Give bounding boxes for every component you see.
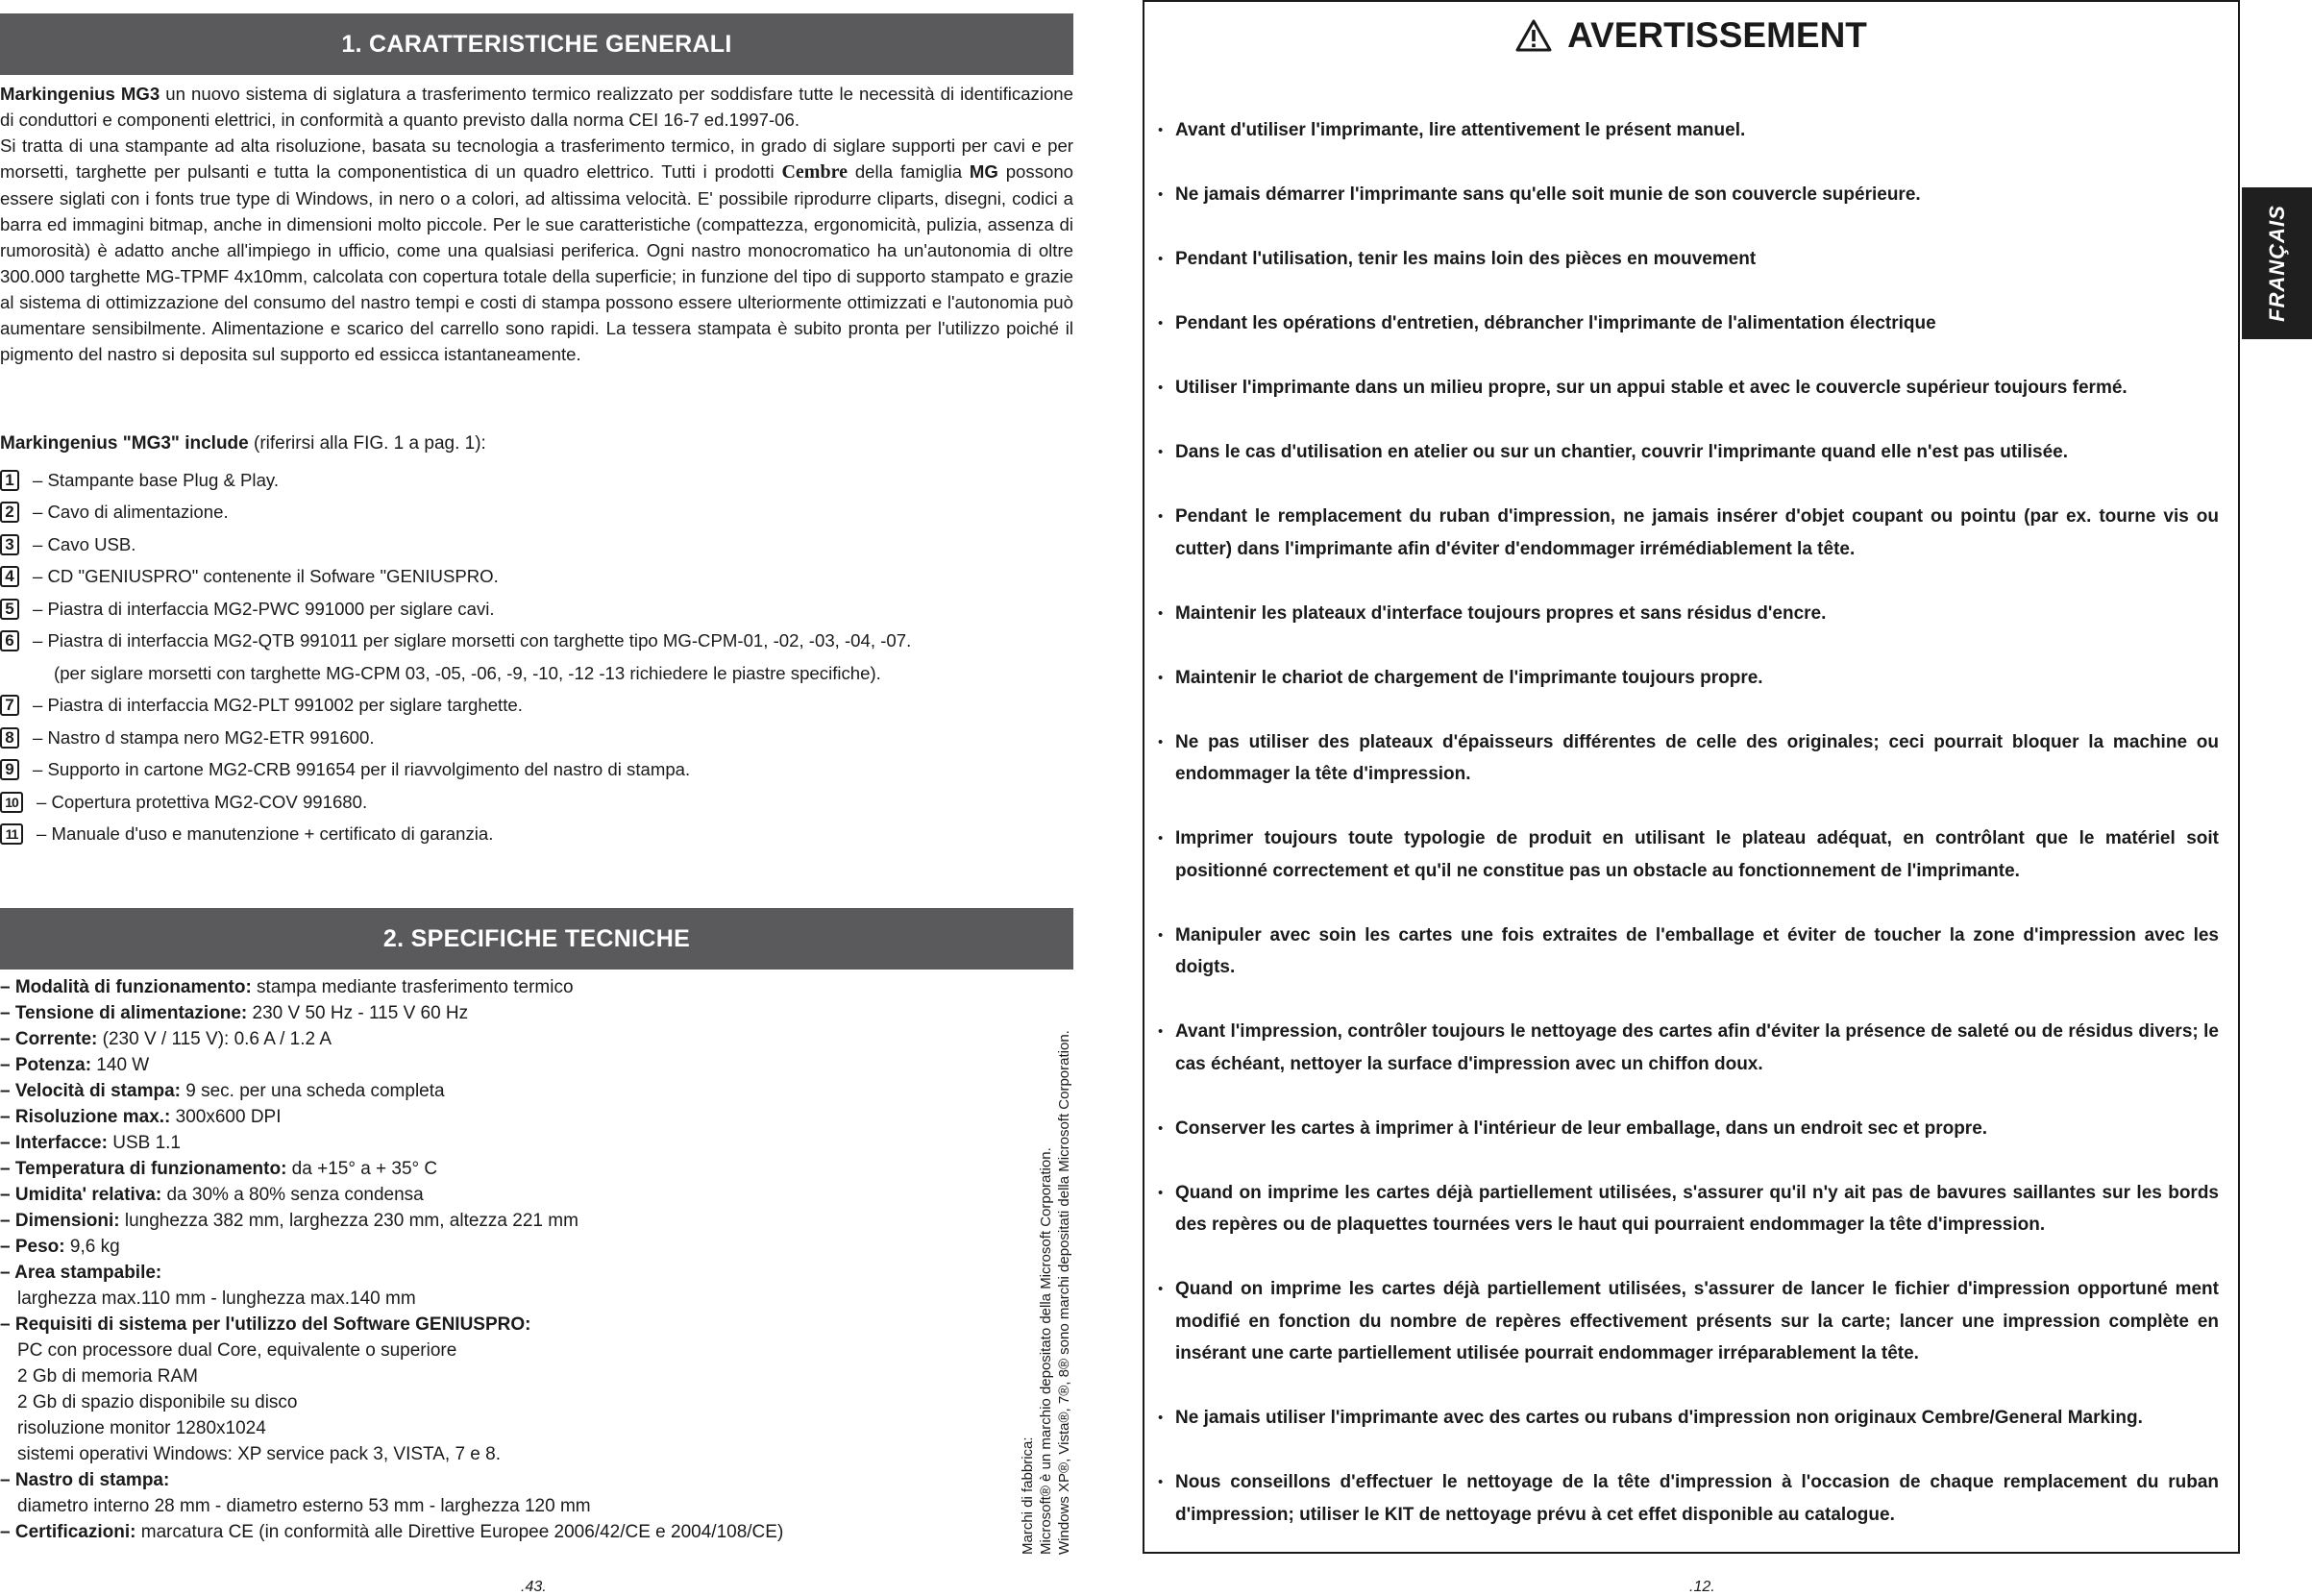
include-list xyxy=(0,464,1073,850)
spec-value: risoluzione monitor 1280x1024 xyxy=(17,1418,266,1438)
include-item xyxy=(0,754,1073,787)
spec-value: sistemi operativi Windows: XP service pack 3, VISTA, 7 e 8. xyxy=(17,1444,501,1464)
include-title-bold: Markingenius "MG3" include xyxy=(0,433,249,454)
include-title xyxy=(0,433,486,454)
item-number-badge: 10 xyxy=(0,792,23,813)
intro-mg: MG xyxy=(969,161,998,182)
include-item xyxy=(0,561,1073,594)
warning-title xyxy=(1144,15,2238,56)
spec-value: 300x600 DPI xyxy=(170,1107,282,1127)
spec-label: – Risoluzione max.: xyxy=(0,1107,171,1127)
spec-item xyxy=(0,1208,1019,1234)
warning-item: • Pendant l'utilisation, tenir les mains loin des pièces en mouvement xyxy=(1158,243,2219,276)
spec-item xyxy=(0,1052,1019,1078)
language-side-tab xyxy=(2242,187,2312,339)
include-item-text: – Stampante base Plug & Play. xyxy=(33,469,279,490)
cembre-logo-text: Cembre xyxy=(781,161,848,183)
spec-label: – Umidita' relativa: xyxy=(0,1185,162,1205)
item-number-badge: 4 xyxy=(0,566,19,587)
spec-item xyxy=(0,1389,1019,1415)
spec-item xyxy=(0,1156,1019,1182)
spec-item xyxy=(0,1026,1019,1052)
include-item-text: – Piastra di interfaccia MG2-PWC 991000 per siglare cavi. xyxy=(33,598,495,619)
warning-item: • Quand on imprime les cartes déjà partiellement utilisées, s'assurer qu'il n'y ait pas de bavures saillantes sur les bords des repères ou de plaquettes tournées vers le haut qui pourraient endommager la tête d'impression. xyxy=(1158,1177,2219,1241)
warning-item: • Nous conseillons d'effectuer le nettoyage de la tête d'impression à l'occasion de chaque remplacement du ruban d'impression; utiliser le KIT de nettoyage prévu à cet effet disponible au catalogue. xyxy=(1158,1466,2219,1531)
include-item xyxy=(0,819,1073,851)
warning-item: • Maintenir les plateaux d'interface toujours propres et sans résidus d'encre. xyxy=(1158,598,2219,630)
include-item xyxy=(0,528,1073,561)
warning-box xyxy=(1143,0,2240,1554)
spec-item xyxy=(0,1286,1019,1312)
spec-label: – Potenza: xyxy=(0,1055,92,1075)
include-item xyxy=(0,626,1073,658)
warning-item: • Avant d'utiliser l'imprimante, lire attentivement le présent manuel. xyxy=(1158,114,2219,147)
item-number-badge: 11 xyxy=(0,823,23,845)
spec-value: lunghezza 382 mm, larghezza 230 mm, altezza 221 mm xyxy=(119,1211,578,1231)
page-number-right: .12. xyxy=(1689,1579,1715,1595)
warning-item: • Utiliser l'imprimante dans un milieu propre, sur un appui stable et avec le couvercle supérieur toujours fermé. xyxy=(1158,372,2219,405)
spec-label: – Tensione di alimentazione: xyxy=(0,1003,248,1023)
spec-value: 9,6 kg xyxy=(64,1237,120,1257)
spec-label: – Area stampabile: xyxy=(0,1263,162,1283)
spec-item xyxy=(0,1467,1019,1493)
section1-header: 1. CARATTERISTICHE GENERALI xyxy=(0,13,1073,75)
item-number-badge: 9 xyxy=(0,759,19,780)
spec-value: da +15° a + 35° C xyxy=(286,1159,438,1179)
intro-text-2c: possono essere siglati con i fonts true type di Windows, in nero o a colori, ad altissima velocità. E' possibile riprodurre cliparts, disegni, codici a barra ed immagini bitmap, anche in dimensioni molto piccole. Per le sue caratteristiche (compattezza, ergonomicità, pulizia, assenza di rumorosità) è adatto anche all'impiego in ufficio, come una qualsiasi periferica. Ogni nastro monocromatico ha un'autonomia di oltre 300.000 targhette MG-TPMF 4x10mm, calcolata con copertura totale della superficie; in funzione del tipo di supporto stampato e grazie al sistema di ottimizzazione del consumo del nastro tempi e costi di stampa possono essere ulteriormente ottimizzati e l'autonomia può aumentare sensibilmente. Alimentazione e scarico del carrello sono rapidi. La tessera stampata è subito pronta per l'utilizzo poiché il pigmento del nastro si deposita sul supporto ed essicca istantaneamente. xyxy=(0,161,1074,364)
warning-item: • Ne jamais démarrer l'imprimante sans qu'elle soit munie de son couvercle supérieure. xyxy=(1158,179,2219,211)
spec-label: – Corrente: xyxy=(0,1029,98,1049)
spec-value: 2 Gb di memoria RAM xyxy=(17,1366,198,1387)
page-number-left: .43. xyxy=(521,1579,547,1595)
language-side-tab-label: FRANÇAIS xyxy=(2264,205,2289,322)
trademark-note xyxy=(1019,978,1073,1555)
spec-label: – Certificazioni: xyxy=(0,1522,136,1542)
spec-label: – Nastro di stampa: xyxy=(0,1470,170,1490)
include-item-text: – Cavo di alimentazione. xyxy=(33,502,229,523)
trademark-line: Microsoft® è un marchio depositato della Microsoft Corporation. xyxy=(1038,1147,1054,1555)
spec-item xyxy=(0,1182,1019,1208)
include-item xyxy=(0,657,1073,690)
include-item xyxy=(0,786,1073,819)
warning-item: • Ne pas utiliser des plateaux d'épaisseurs différentes de celle des originales; ceci pourrait bloquer la machine ou endommager la tête d'impression. xyxy=(1158,726,2219,791)
include-item-text: – Cavo USB. xyxy=(33,533,136,554)
spec-item xyxy=(0,1234,1019,1260)
item-number-badge: 7 xyxy=(0,695,19,716)
spec-value: stampa mediante trasferimento termico xyxy=(251,977,574,997)
spec-value: marcatura CE (in conformità alle Direttive Europee 2006/42/CE e 2004/108/CE) xyxy=(135,1522,784,1542)
spec-value: 140 W xyxy=(91,1055,150,1075)
spec-item xyxy=(0,1519,1019,1545)
warning-item: • Pendant les opérations d'entretien, débrancher l'imprimante de l'alimentation électrique xyxy=(1158,307,2219,340)
spec-item xyxy=(0,1441,1019,1467)
warning-item: • Maintenir le chariot de chargement de l'imprimante toujours propre. xyxy=(1158,662,2219,695)
include-item xyxy=(0,593,1073,626)
spec-label: – Velocità di stampa: xyxy=(0,1081,181,1101)
spec-item xyxy=(0,1312,1019,1338)
include-item xyxy=(0,464,1073,497)
warning-list xyxy=(1158,114,2219,1563)
intro-text-2a: Si tratta di una stampante ad alta risoluzione, basata su tecnologia a trasferimento termico, in grado di siglare supporti per cavi e per morsetti, targhette per pulsanti e tutta la componentistica di un quadro elettrico. Tutti i prodotti xyxy=(0,135,1073,182)
spec-item xyxy=(0,1363,1019,1389)
intro-text-2b: della famiglia xyxy=(847,161,970,182)
spec-value: larghezza max.110 mm - lunghezza max.140 mm xyxy=(17,1289,416,1309)
spec-value: (230 V / 115 V): 0.6 A / 1.2 A xyxy=(97,1029,332,1049)
warning-item: • Imprimer toujours toute typologie de produit en utilisant le plateau adéquat, en contrôlant que le matériel soit positionné correctement et qu'il ne constitue pas un obstacle au fonctionnement de l'imprimante. xyxy=(1158,823,2219,887)
include-item xyxy=(0,690,1073,723)
spec-value: 2 Gb di spazio disponibile su disco xyxy=(17,1392,298,1412)
warning-item: • Ne jamais utiliser l'imprimante avec des cartes ou rubans d'impression non originaux Cembre/General Marking. xyxy=(1158,1402,2219,1435)
spec-label: – Peso: xyxy=(0,1237,65,1257)
spec-label: – Requisiti di sistema per l'utilizzo del Software GENIUSPRO: xyxy=(0,1314,531,1335)
spec-value: 9 sec. per una scheda completa xyxy=(180,1081,445,1101)
include-title-rest: (riferirsi alla FIG. 1 a pag. 1): xyxy=(248,433,486,454)
warning-item: • Avant l'impression, contrôler toujours le nettoyage des cartes afin d'éviter la présence de saleté ou de résidus divers; le cas échéant, nettoyer la surface d'impression avec un chiffon doux. xyxy=(1158,1016,2219,1080)
warning-item: • Dans le cas d'utilisation en atelier ou sur un chantier, couvrir l'imprimante quand elle n'est pas utilisée. xyxy=(1158,436,2219,469)
spec-item xyxy=(0,1415,1019,1441)
spec-item xyxy=(0,1493,1019,1519)
intro-brand: Markingenius MG3 xyxy=(0,84,160,104)
intro-paragraph xyxy=(0,81,1073,367)
left-page xyxy=(0,0,1153,1595)
item-number-badge: 3 xyxy=(0,534,19,555)
include-item-text: – Manuale d'uso e manutenzione + certificato di garanzia. xyxy=(37,823,494,845)
warning-item: • Pendant le remplacement du ruban d'impression, ne jamais insérer d'objet coupant ou pointu (par ex. tourne vis ou cutter) dans l'imprimante afin d'éviter d'endommager irrémédiablement la tête. xyxy=(1158,501,2219,565)
include-item-text: – CD "GENIUSPRO" contenente il Sofware "GENIUSPRO. xyxy=(33,566,499,587)
item-number-badge: 8 xyxy=(0,727,19,749)
item-number-badge: 5 xyxy=(0,599,19,620)
section2-header: 2. SPECIFICHE TECNICHE xyxy=(0,908,1073,970)
include-item-text: – Supporto in cartone MG2-CRB 991654 per il riavvolgimento del nastro di stampa. xyxy=(33,759,691,780)
spec-item xyxy=(0,974,1019,1000)
spec-label: – Interfacce: xyxy=(0,1133,108,1153)
spec-value: PC con processore dual Core, equivalente o superiore xyxy=(17,1340,457,1361)
spec-item xyxy=(0,1130,1019,1156)
spec-value: USB 1.1 xyxy=(107,1133,181,1153)
item-number-badge: 2 xyxy=(0,502,19,523)
spec-list xyxy=(0,974,1019,1545)
spec-label: – Temperatura di funzionamento: xyxy=(0,1159,287,1179)
spec-label: – Modalità di funzionamento: xyxy=(0,977,252,997)
spec-value: 230 V 50 Hz - 115 V 60 Hz xyxy=(247,1003,469,1023)
spec-item xyxy=(0,1000,1019,1026)
include-item-text: – Piastra di interfaccia MG2-PLT 991002 per siglare targhette. xyxy=(33,695,523,716)
include-item-text: (per siglare morsetti con targhette MG-CPM 03, -05, -06, -9, -10, -12 -13 richiedere le piastre specifiche). xyxy=(54,662,881,683)
intro-text-1: un nuovo sistema di siglatura a trasferimento termico realizzato per soddisfare tutte le necessità di identificazione di conduttori e componenti elettrici, in conformità a quanto previsto dalla norma CEI 16-7 ed.1997-06. xyxy=(0,84,1073,130)
right-page xyxy=(1153,0,2312,1595)
spec-item xyxy=(0,1104,1019,1130)
spec-label: – Dimensioni: xyxy=(0,1211,120,1231)
trademark-line: Marchi di fabbrica: xyxy=(1020,1436,1036,1555)
include-item-text: – Copertura protettiva MG2-COV 991680. xyxy=(37,791,368,812)
include-item-text: – Piastra di interfaccia MG2-QTB 991011 per siglare morsetti con targhette tipo MG-CPM-01, -02, -03, -04, -07. xyxy=(33,630,912,651)
item-number-badge: 1 xyxy=(0,470,19,491)
include-item xyxy=(0,497,1073,529)
include-item-text: – Nastro d stampa nero MG2-ETR 991600. xyxy=(33,726,375,748)
warning-item: • Manipuler avec soin les cartes une fois extraites de l'emballage et éviter de toucher la zone d'impression avec les doigts. xyxy=(1158,920,2219,984)
spec-value: da 30% a 80% senza condensa xyxy=(161,1185,424,1205)
spec-value: diametro interno 28 mm - diametro esterno 53 mm - larghezza 120 mm xyxy=(17,1496,591,1516)
warning-item: • Quand on imprime les cartes déjà partiellement utilisées, s'assurer de lancer le fichier d'impression opportuné ment modifié en fonction du nombre de repères effectivement présents sur la carte; lancer une impression complète en insérant une carte partiellement utilisée pourrait endommager irréparablement la tête. xyxy=(1158,1273,2219,1370)
spec-item xyxy=(0,1078,1019,1104)
spec-item xyxy=(0,1260,1019,1286)
warning-triangle-icon xyxy=(1515,19,1552,52)
include-item xyxy=(0,722,1073,754)
item-number-badge: 6 xyxy=(0,630,19,651)
trademark-line: Windows XP®, Vista®, 7®, 8® sono marchi depositati della Microsoft Corporation. xyxy=(1056,1030,1072,1555)
warning-item: • Conserver les cartes à imprimer à l'intérieur de leur emballage, dans un endroit sec et propre. xyxy=(1158,1113,2219,1145)
warning-title-text: AVERTISSEMENT xyxy=(1567,15,1867,55)
spec-item xyxy=(0,1338,1019,1363)
